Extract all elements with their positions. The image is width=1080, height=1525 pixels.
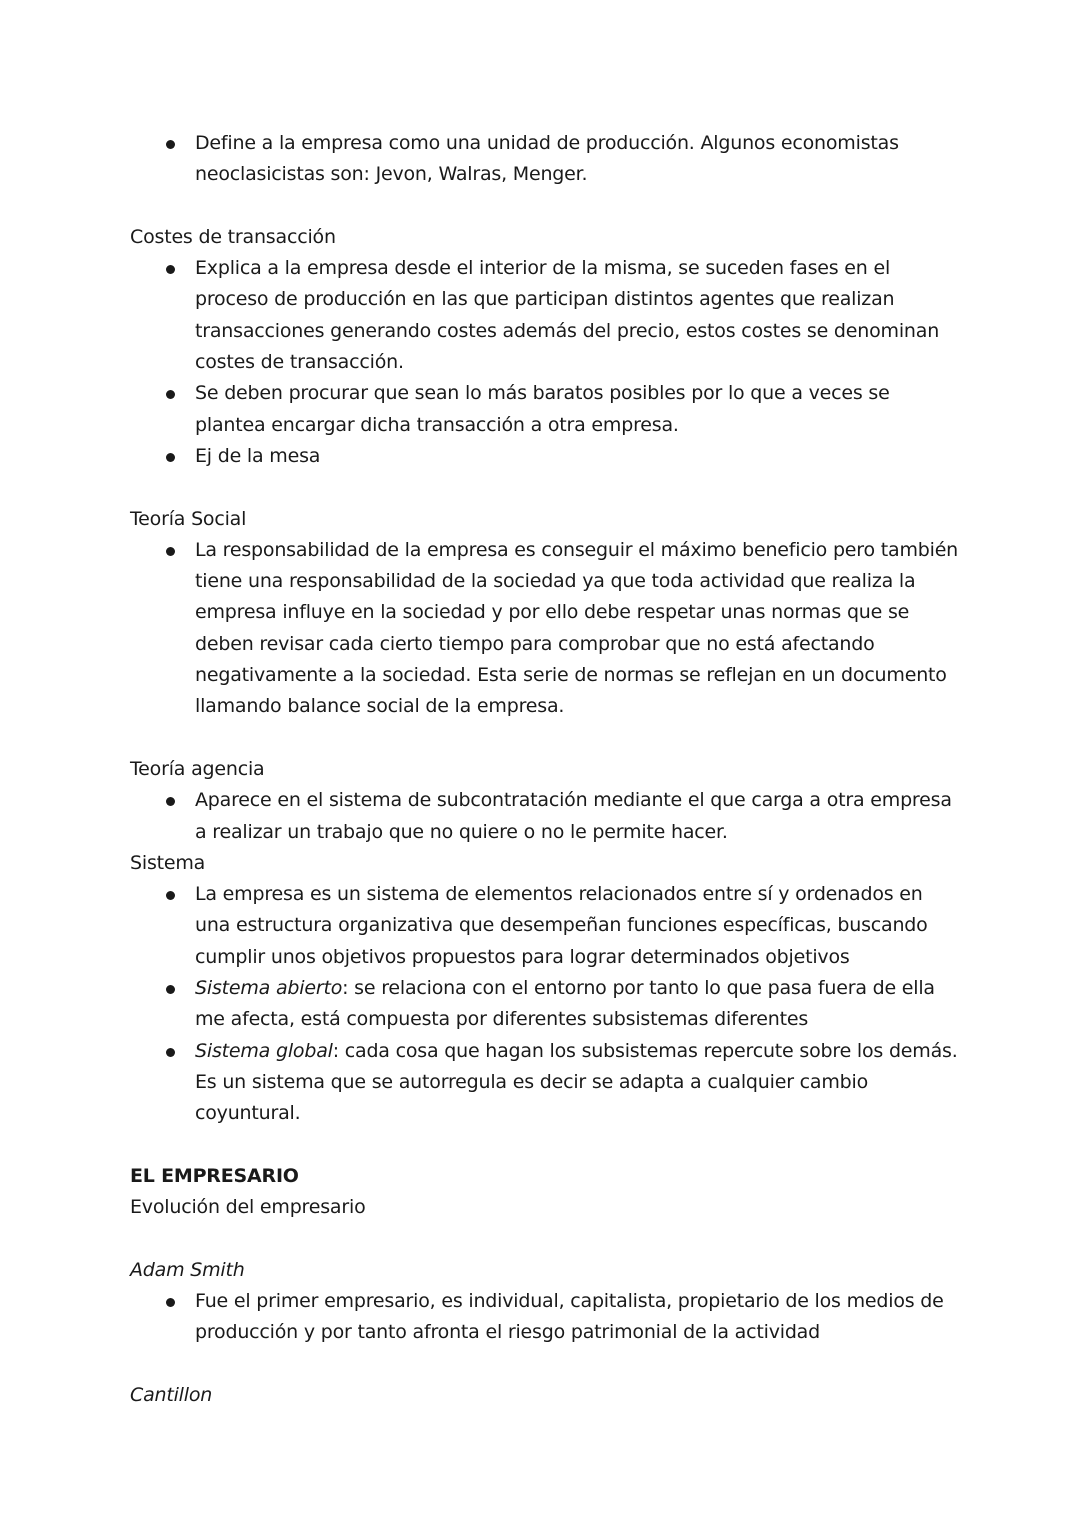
bullet-icon	[166, 891, 175, 900]
list-item-text: La responsabilidad de la empresa es conseguir el máximo beneficio pero también tiene una responsabilidad de la sociedad ya que toda actividad que realiza la empresa influye en la sociedad y por ello debe respetar unas normas que se deben revisar cada cierto tiempo para comprobar que no está afectando negativamente a la sociedad. Esta serie de normas se reflejan en un documento llamando balance social de la empresa.	[195, 538, 959, 718]
section-heading-cantillon: Cantillon	[130, 1383, 213, 1406]
bullet-icon	[166, 453, 175, 462]
term-sistema-abierto: Sistema abierto	[195, 977, 343, 1000]
list-item-text: Define a la empresa como una unidad de producción. Algunos economistas neoclasicistas son: Jevon, Walras, Menger.	[195, 132, 899, 186]
list-item-text: Fue el primer empresario, es individual, capitalista, propietario de los medios de producción y por tanto afronta el riesgo patrimonial de la actividad	[195, 1289, 944, 1344]
chapter-subtitle: Evolución del empresario	[130, 1196, 366, 1219]
list-item	[130, 1286, 960, 1349]
bullet-icon	[166, 140, 175, 149]
costes-list	[130, 253, 960, 472]
list-item	[130, 785, 960, 848]
document-content	[130, 128, 960, 1411]
list-item-text: : se relaciona con el entorno por tanto lo que pasa fuera de ella me afecta, está compuesta por diferentes subsistemas diferentes	[195, 977, 935, 1031]
list-item	[130, 378, 960, 441]
intro-list	[130, 128, 960, 191]
list-item-text: : cada cosa que hagan los subsistemas repercute sobre los demás. Es un sistema que se autorregula es decir se adapta a cualquier cambio coyuntural.	[195, 1039, 958, 1125]
list-item	[130, 1036, 960, 1130]
bullet-icon	[166, 265, 175, 274]
bullet-icon	[166, 1298, 175, 1307]
term-sistema-global: Sistema global	[195, 1039, 333, 1062]
section-heading-sistema: Sistema	[130, 851, 206, 874]
list-item	[130, 253, 960, 378]
bullet-icon	[166, 1048, 175, 1057]
bullet-icon	[166, 390, 175, 399]
section-heading-agencia: Teoría agencia	[130, 757, 265, 780]
chapter-title: EL EMPRESARIO	[130, 1164, 299, 1187]
list-item-text: Se deben procurar que sean lo más baratos posibles por lo que a veces se plantea encargar dicha transacción a otra empresa.	[195, 382, 890, 436]
section-heading-adam-smith: Adam Smith	[130, 1258, 245, 1281]
agencia-list	[130, 785, 960, 848]
sistema-list	[130, 879, 960, 1129]
list-item	[130, 535, 960, 723]
smith-list	[130, 1286, 960, 1349]
section-heading-costes: Costes de transacción	[130, 225, 336, 248]
list-item-text: Explica a la empresa desde el interior de la misma, se suceden fases en el proceso de producción en las que participan distintos agentes que realizan transacciones generando costes además del precio, estos costes se denominan costes de transacción.	[195, 257, 940, 374]
social-list	[130, 535, 960, 723]
list-item	[130, 441, 960, 472]
bullet-icon	[166, 797, 175, 806]
list-item	[130, 879, 960, 973]
bullet-icon	[166, 547, 175, 556]
section-heading-social: Teoría Social	[130, 507, 247, 530]
list-item	[130, 128, 960, 191]
list-item-text: Aparece en el sistema de subcontratación mediante el que carga a otra empresa a realizar un trabajo que no quiere o no le permite hacer.	[195, 789, 952, 843]
list-item	[130, 973, 960, 1036]
bullet-icon	[166, 985, 175, 994]
list-item-text: Ej de la mesa	[195, 444, 321, 467]
list-item-text: La empresa es un sistema de elementos relacionados entre sí y ordenados en una estructura organizativa que desempeñan funciones específicas, buscando cumplir unos objetivos propuestos para lograr determinados objetivos	[195, 883, 928, 968]
